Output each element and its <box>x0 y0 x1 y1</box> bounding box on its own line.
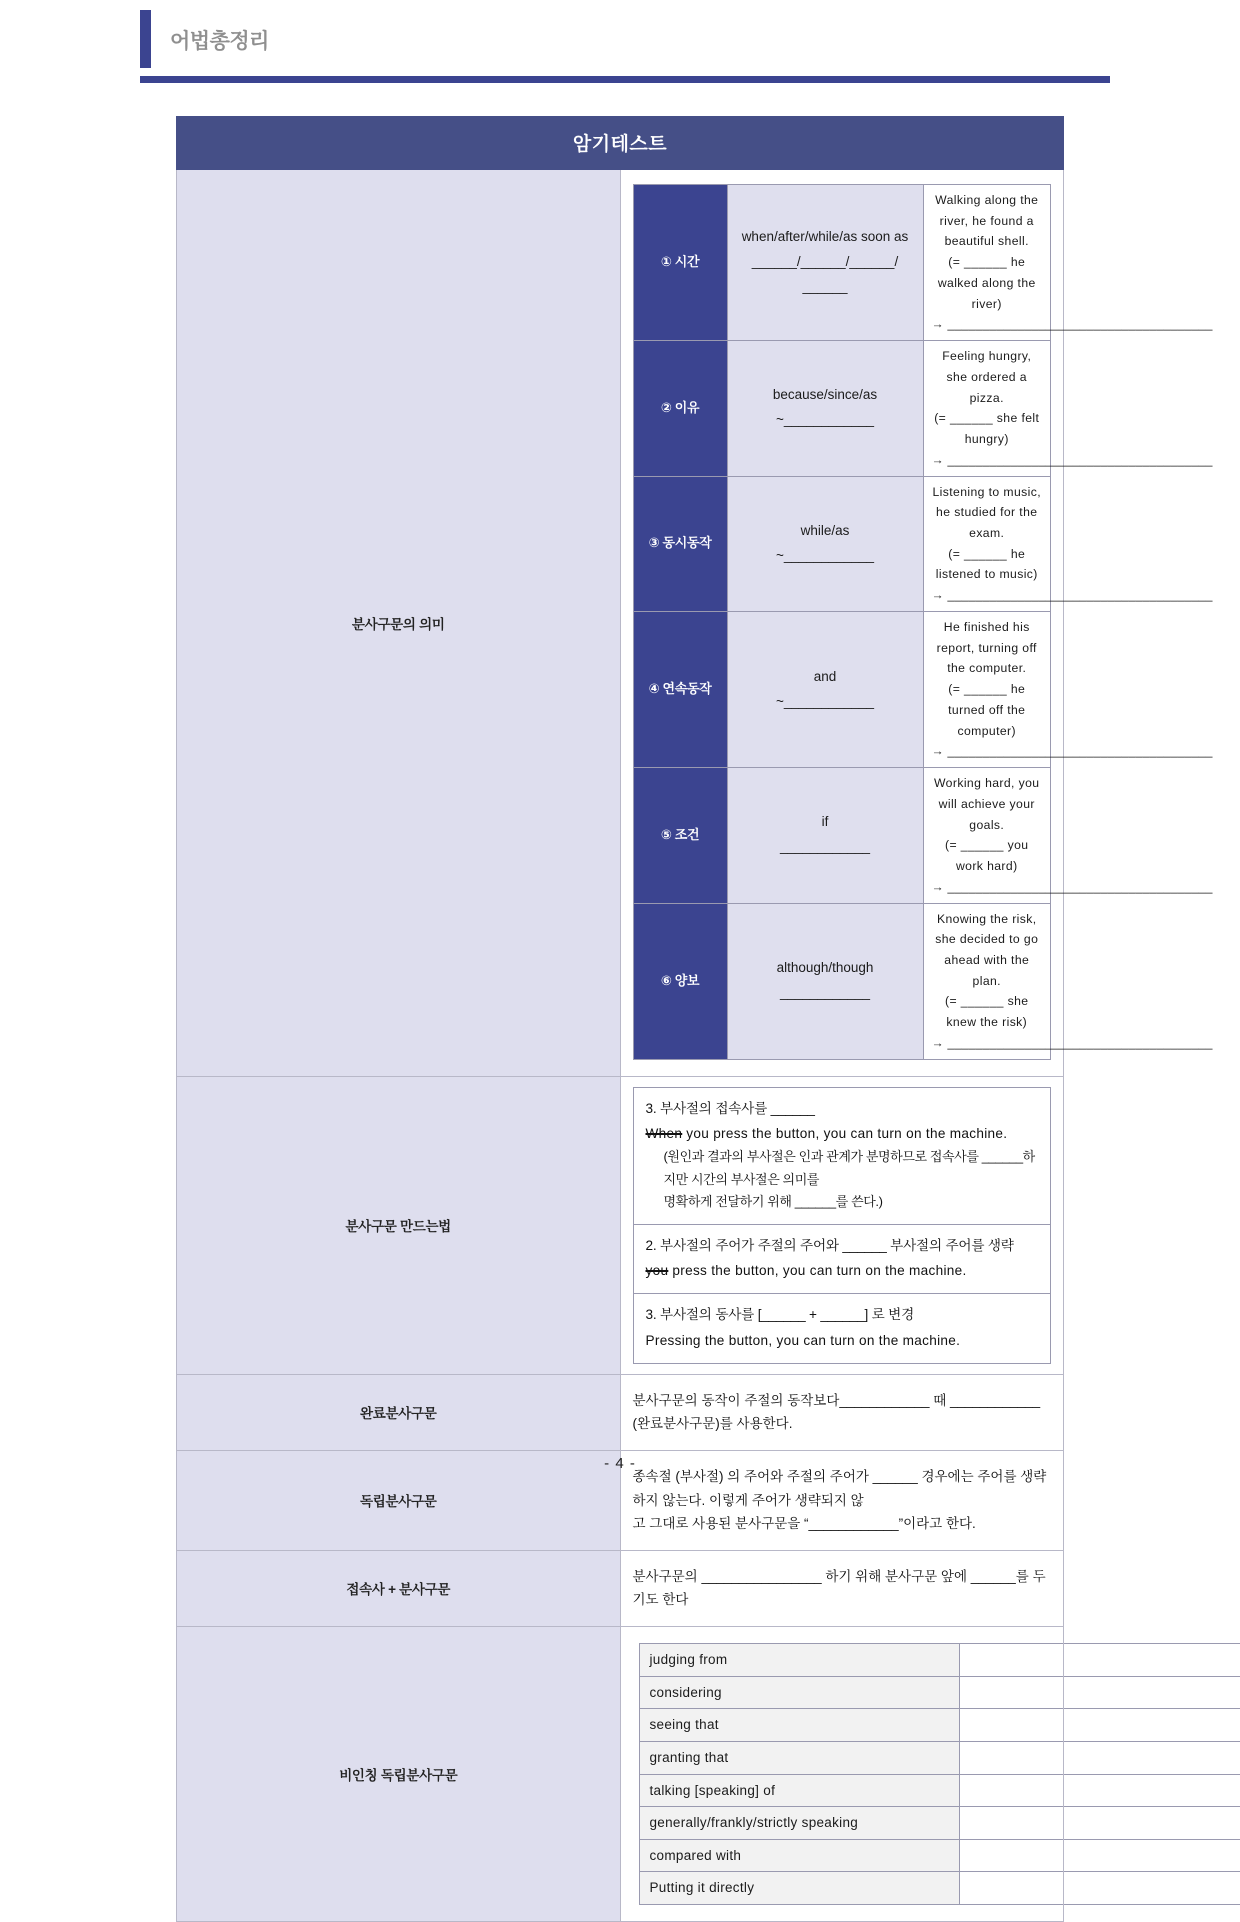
step1-example-rest: you press the button, you can turn on the machine. <box>682 1126 1007 1141</box>
idiom-row <box>639 1774 1240 1807</box>
conj-line-2: ~____________ <box>734 690 917 715</box>
step3-title: 3. 부사절의 동사를 [______ + ______] 로 변경 <box>646 1302 1039 1327</box>
step3-example: Pressing the button, you can turn on the machine. <box>646 1328 1039 1353</box>
row-label-conjunction: 접속사 + 분사구문 <box>177 1550 621 1626</box>
meaning-category-1: ① 시간 <box>633 185 727 341</box>
idiom-term: Putting it directly <box>639 1872 959 1905</box>
example-paraphrase: (= ______ he walked along the river) <box>932 252 1043 314</box>
conj-line-1: because/since/as <box>773 387 877 402</box>
page-header <box>140 0 1100 80</box>
idiom-answer-blank[interactable] <box>959 1676 1240 1709</box>
step1-title: 3. 부사절의 접속사를 ______ <box>646 1096 1039 1121</box>
example-answer-blank[interactable]: → ______________________________________ <box>932 877 1043 898</box>
example-paraphrase: (= ______ you work hard) <box>932 835 1043 876</box>
idiom-term: talking [speaking] of <box>639 1774 959 1807</box>
row-label-making: 분사구문 만드는법 <box>177 1076 621 1374</box>
page-title: 어법총정리 <box>170 25 269 55</box>
meaning-example-1 <box>923 185 1051 341</box>
idiom-row <box>639 1741 1240 1774</box>
meaning-conjunction-6 <box>727 903 923 1059</box>
independent-line-2: 고 그대로 사용된 분사구문을 “____________”이라고 한다. <box>633 1512 1052 1536</box>
idiom-term: granting that <box>639 1741 959 1774</box>
idiom-answer-blank[interactable] <box>959 1872 1240 1905</box>
conj-line-2: ~____________ <box>734 544 917 569</box>
making-step-2 <box>634 1225 1051 1294</box>
table-row-perfect <box>177 1374 1064 1450</box>
making-step-1 <box>634 1088 1051 1226</box>
example-paraphrase: (= ______ she felt hungry) <box>932 408 1043 449</box>
meaning-example-4 <box>923 611 1051 767</box>
conj-line-2: ______/______/______/ <box>734 250 917 275</box>
conj-line-2: ____________ <box>734 981 917 1006</box>
example-paraphrase: (= ______ he listened to music) <box>932 544 1043 585</box>
example-paraphrase: (= ______ she knew the risk) <box>932 991 1043 1032</box>
row-label-meaning: 분사구문의 의미 <box>177 170 621 1077</box>
row-content-making <box>620 1076 1064 1374</box>
idiom-term: considering <box>639 1676 959 1709</box>
row-content-meaning <box>620 170 1064 1077</box>
step1-strikethrough-word: When <box>646 1126 683 1141</box>
idiom-term: compared with <box>639 1839 959 1872</box>
idiom-answer-blank[interactable] <box>959 1774 1240 1807</box>
header-accent-bar <box>140 10 151 68</box>
idiom-term: seeing that <box>639 1709 959 1742</box>
meaning-conjunction-4 <box>727 611 923 767</box>
page-number-footer: - 4 - <box>0 1455 1240 1472</box>
meaning-example-6 <box>923 903 1051 1059</box>
main-worksheet-table <box>176 116 1064 1922</box>
meaning-row <box>633 768 1051 903</box>
step2-example-rest: press the button, you can turn on the machine. <box>668 1263 966 1278</box>
idiom-row <box>639 1807 1240 1840</box>
meaning-category-5: ⑤ 조건 <box>633 768 727 903</box>
independent-line-1: 종속절 (부사절) 의 주어와 주절의 주어가 ______ 경우에는 주어를 생략하지 않는다. 이렇게 주어가 생략되지 않 <box>633 1465 1052 1512</box>
conj-line-3: ______ <box>734 275 917 300</box>
row-content-conjunction: 분사구문의 ________________ 하기 위해 분사구문 앞에 ______를 두기도 한다 <box>620 1550 1064 1626</box>
example-sentence: Listening to music, he studied for the exam. <box>932 482 1043 544</box>
worksheet-title-bar: 암기테스트 <box>177 117 1064 170</box>
table-row-impersonal <box>177 1627 1064 1922</box>
example-sentence: Working hard, you will achieve your goals. <box>932 773 1043 835</box>
meaning-example-3 <box>923 476 1051 611</box>
meaning-category-6: ⑥ 양보 <box>633 903 727 1059</box>
row-content-impersonal <box>620 1627 1064 1922</box>
idiom-answer-blank[interactable] <box>959 1709 1240 1742</box>
example-sentence: Walking along the river, he found a beautiful shell. <box>932 190 1043 252</box>
example-sentence: Feeling hungry, she ordered a pizza. <box>932 346 1043 408</box>
example-answer-blank[interactable]: → ______________________________________ <box>932 314 1043 335</box>
example-answer-blank[interactable]: → ______________________________________ <box>932 450 1043 471</box>
meaning-row <box>633 476 1051 611</box>
idiom-row <box>639 1676 1240 1709</box>
idiom-answer-blank[interactable] <box>959 1644 1240 1677</box>
conj-line-2: ~____________ <box>734 408 917 433</box>
idiom-row <box>639 1839 1240 1872</box>
idiom-row <box>639 1709 1240 1742</box>
row-label-perfect: 완료분사구문 <box>177 1374 621 1450</box>
making-step-3 <box>634 1294 1051 1362</box>
example-answer-blank[interactable]: → ______________________________________ <box>932 585 1043 606</box>
step2-example <box>646 1258 1039 1283</box>
meaning-row <box>633 611 1051 767</box>
meaning-row <box>633 185 1051 341</box>
conj-line-1: if <box>822 814 829 829</box>
table-row-meaning <box>177 170 1064 1077</box>
meaning-category-2: ② 이유 <box>633 341 727 476</box>
idiom-term: judging from <box>639 1644 959 1677</box>
meaning-category-3: ③ 동시동작 <box>633 476 727 611</box>
meaning-example-2 <box>923 341 1051 476</box>
row-label-impersonal: 비인칭 독립분사구문 <box>177 1627 621 1922</box>
step1-note-line-1: (원인과 결과의 부사절은 인과 관계가 분명하므로 접속사를 ______하지만 시간의 부사절은 의미를 <box>646 1146 1039 1192</box>
making-steps-box <box>633 1087 1052 1364</box>
example-paraphrase: (= ______ he turned off the computer) <box>932 679 1043 741</box>
meaning-conjunction-3 <box>727 476 923 611</box>
table-row-making <box>177 1076 1064 1374</box>
idiom-answer-blank[interactable] <box>959 1839 1240 1872</box>
row-label-independent: 독립분사구문 <box>177 1450 621 1550</box>
example-sentence: He finished his report, turning off the computer. <box>932 617 1043 679</box>
idiom-answer-blank[interactable] <box>959 1741 1240 1774</box>
step2-title: 2. 부사절의 주어가 주절의 주어와 ______ 부사절의 주어를 생략 <box>646 1233 1039 1258</box>
meaning-conjunction-5 <box>727 768 923 903</box>
example-answer-blank[interactable]: → ______________________________________ <box>932 1033 1043 1054</box>
meaning-example-5 <box>923 768 1051 903</box>
table-row-title <box>177 117 1064 170</box>
conj-line-1: while/as <box>801 523 850 538</box>
conj-line-1: although/though <box>777 960 874 975</box>
step1-example <box>646 1121 1039 1146</box>
header-divider-rule <box>140 76 1110 83</box>
row-content-perfect: 분사구문의 동작이 주절의 동작보다____________ 때 ____________ (완료분사구문)를 사용한다. <box>620 1374 1064 1450</box>
idiom-term: generally/frankly/strictly speaking <box>639 1807 959 1840</box>
idiom-row <box>639 1872 1240 1905</box>
example-answer-blank[interactable]: → ______________________________________ <box>932 741 1043 762</box>
idiom-row <box>639 1644 1240 1677</box>
table-row-conjunction <box>177 1550 1064 1626</box>
step2-strikethrough-word: you <box>646 1263 669 1278</box>
meaning-row <box>633 341 1051 476</box>
impersonal-idiom-table <box>639 1643 1240 1905</box>
idiom-answer-blank[interactable] <box>959 1807 1240 1840</box>
meaning-inner-table <box>633 184 1052 1060</box>
meaning-category-4: ④ 연속동작 <box>633 611 727 767</box>
example-sentence: Knowing the risk, she decided to go ahead with the plan. <box>932 909 1043 992</box>
conj-line-2: ____________ <box>734 835 917 860</box>
meaning-row <box>633 903 1051 1059</box>
step1-note-line-2: 명확하게 전달하기 위해 ______를 쓴다.) <box>646 1191 1039 1214</box>
document-body <box>176 116 1064 1922</box>
meaning-conjunction-2 <box>727 341 923 476</box>
conj-line-1: and <box>814 669 837 684</box>
meaning-conjunction-1 <box>727 185 923 341</box>
conj-line-1: when/after/while/as soon as <box>742 229 909 244</box>
